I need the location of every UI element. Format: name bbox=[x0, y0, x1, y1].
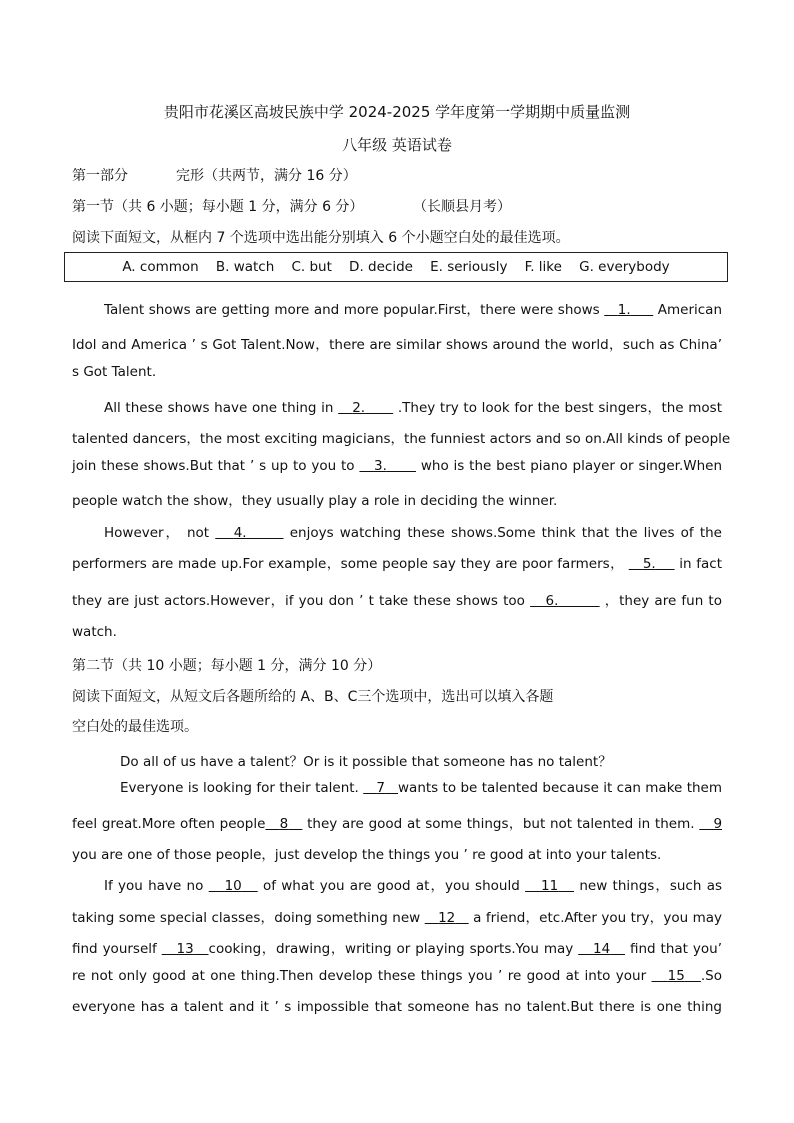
options-text: A. common B. watch C. but D. decide E. seriously F. like G. everybody bbox=[122, 259, 670, 275]
p5-line-5: everyone has a talent and it ’ s impossible that someone has no talent.But there is one thing bbox=[72, 999, 722, 1015]
blank-11[interactable]: 11 bbox=[540, 878, 559, 894]
blank-2[interactable]: 2. bbox=[352, 400, 366, 416]
p2-line-4: people watch the show，they usually play a role in deciding the winner. bbox=[72, 493, 558, 509]
p3-line-1: However， not 4. enjoys watching these shows.Some think that the lives of the bbox=[104, 525, 722, 541]
p5-line-4: re not only good at one thing.Then develop these things you ’ re good at into your 15 .So bbox=[72, 968, 723, 984]
passage2-question: Do all of us have a talent？Or is it possible that someone has no talent？ bbox=[120, 754, 612, 770]
p2-line-3: join these shows.But that ’ s up to you to 3. who is the best piano player or singer.When bbox=[72, 458, 723, 474]
p4-line-1: Everyone is looking for their talent. 7 wants to be talented because it can make them bbox=[120, 780, 723, 796]
blank-8[interactable]: 8 bbox=[279, 816, 289, 832]
blank-6[interactable]: 6. bbox=[545, 593, 559, 609]
p4-line-3: you are one of those people，just develop the things you ’ re good at into your talents. bbox=[72, 847, 662, 863]
blank-1[interactable]: 1. bbox=[617, 302, 631, 318]
blank-5[interactable]: 5. bbox=[642, 556, 656, 572]
p3-line-2: performers are made up.For example，some people say they are poor farmers， 5. in fact bbox=[72, 556, 722, 572]
section2-instruction-2: 空白处的最佳选项。 bbox=[72, 719, 198, 735]
section1-instruction: 阅读下面短文，从框内 7 个选项中选出能分别填入 6 个小题空白处的最佳选项。 bbox=[72, 230, 570, 246]
p4-line-2: feel great.More often people 8 they are good at some things，but not talented in them. 9 bbox=[72, 816, 723, 832]
p1-line-1: Talent shows are getting more and more popular.First，there were shows 1. American bbox=[104, 302, 722, 318]
blank-13[interactable]: 13 bbox=[176, 941, 194, 957]
blank-4[interactable]: 4. bbox=[233, 525, 247, 541]
blank-14[interactable]: 14 bbox=[593, 941, 611, 957]
blank-9[interactable]: 9 bbox=[713, 816, 723, 832]
part1-heading-a: 第一部分 bbox=[72, 168, 128, 184]
blank-12[interactable]: 12 bbox=[438, 910, 456, 926]
section1-heading: 第一节（共 6 小题；每小题 1 分，满分 6 分） bbox=[72, 199, 364, 215]
p3-line-3: they are just actors.However，if you don ’ t take these shows too 6. ，they are fun to bbox=[72, 593, 722, 609]
p3-line-4: watch. bbox=[72, 624, 117, 640]
section2-heading: 第二节（共 10 小题；每小题 1 分，满分 10 分） bbox=[72, 658, 382, 674]
school-title: 贵阳市花溪区高坡民族中学 2024-2025 学年度第一学期期中质量监测 bbox=[163, 103, 631, 121]
p1-line-2: Idol and America ’ s Got Talent.Now，there are similar shows around the world，such as China’ bbox=[72, 337, 722, 353]
section1-source: （长顺县月考） bbox=[413, 199, 511, 215]
p2-line-2: talented dancers，the most exciting magicians，the funniest actors and so on.All kinds of people bbox=[72, 431, 731, 447]
p5-line-2: taking some special classes，doing something new 12 a friend，etc.After you try，you may bbox=[72, 910, 723, 926]
exam-subtitle: 八年级 英语试卷 bbox=[342, 136, 452, 154]
p2-line-1: All these shows have one thing in 2. .They try to look for the best singers，the most bbox=[104, 400, 723, 416]
blank-15[interactable]: 15 bbox=[667, 968, 685, 984]
p1-line-3: s Got Talent. bbox=[72, 364, 157, 380]
section2-instruction-1: 阅读下面短文，从短文后各题所给的 A、B、C三个选项中，选出可以填入各题 bbox=[72, 689, 554, 705]
blank-7[interactable]: 7 bbox=[376, 780, 385, 796]
part1-heading-b: 完形（共两节，满分 16 分） bbox=[176, 168, 357, 184]
blank-3[interactable]: 3. bbox=[373, 458, 387, 474]
options-box bbox=[64, 252, 728, 282]
blank-10[interactable]: 10 bbox=[224, 878, 242, 894]
p5-line-3: find yourself 13 cooking，drawing，writing or playing sports.You may 14 find that you’ bbox=[72, 941, 722, 957]
p5-line-1: If you have no 10 of what you are good at，you should 11 new things，such as bbox=[104, 878, 722, 894]
